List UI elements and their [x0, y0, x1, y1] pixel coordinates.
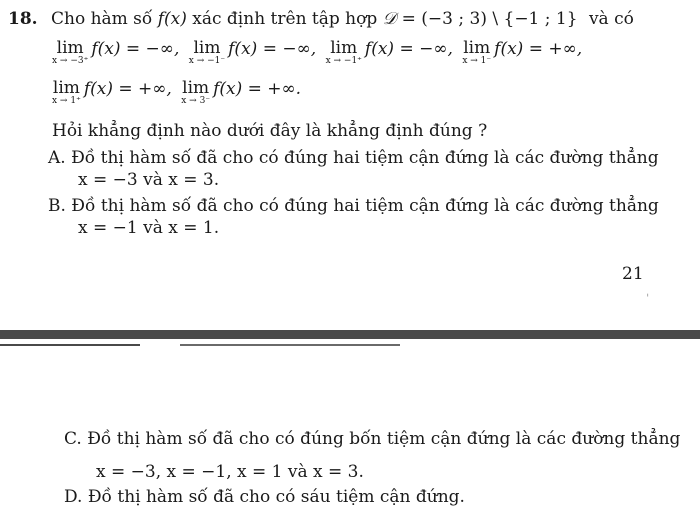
option-d: D. Đồ thị hàm số đã cho có sáu tiệm cận đứng. — [64, 487, 465, 507]
option-c-equation: x = −3, x = −1, x = 1 và x = 3. — [96, 462, 364, 482]
lim-label: lim — [463, 38, 491, 58]
option-b-equation: x = −1 và x = 1. — [78, 218, 220, 238]
limit-block — [326, 38, 362, 66]
lim-subscript: x → −1⁺ — [325, 56, 362, 66]
limit-expression: f(x) = −∞, — [364, 39, 453, 59]
option-a: A. Đồ thị hàm số đã cho có đúng hai tiệm cận đứng là các đường thẳng — [48, 148, 659, 168]
function-symbol: f(x) — [157, 9, 187, 29]
limit-block — [52, 38, 88, 66]
stem-end: và có — [588, 9, 634, 29]
limit-expression: f(x) = +∞, — [83, 79, 172, 99]
limit-block — [52, 78, 81, 106]
domain-symbol: 𝒟 — [382, 9, 397, 29]
limit-expression: f(x) = −∞, — [228, 39, 317, 59]
lim-label: lim — [330, 38, 358, 58]
lim-label: lim — [182, 78, 210, 98]
lim-label: lim — [52, 78, 80, 98]
page-break-line — [180, 344, 400, 346]
lim-subscript: x → 1⁺ — [52, 96, 81, 106]
limit-expression: f(x) = +∞. — [213, 79, 302, 99]
lim-subscript: x → −3⁺ — [52, 56, 89, 66]
limit-block — [462, 38, 491, 66]
domain-set: = (−3 ; 3) \ {−1 ; 1} — [401, 9, 578, 29]
speck: ˈ — [646, 292, 650, 306]
limits-row-2 — [52, 78, 301, 106]
option-c: C. Đồ thị hàm số đã cho có đúng bốn tiệm cận đứng là các đường thẳng — [64, 429, 681, 449]
option-a-equation: x = −3 và x = 3. — [78, 170, 220, 190]
limit-block — [189, 38, 225, 66]
lim-subscript: x → −1⁻ — [188, 56, 226, 66]
page-break-divider — [0, 330, 700, 339]
question-number: 18. — [8, 9, 38, 29]
limits-row-1 — [52, 38, 582, 66]
option-b: B. Đồ thị hàm số đã cho có đúng hai tiệm cận đứng là các đường thẳng — [48, 196, 659, 216]
stem-text: Cho hàm số — [50, 9, 153, 29]
question-prompt: Hỏi khẳng định nào dưới đây là khẳng định đúng ? — [52, 121, 488, 141]
limit-expression: f(x) = −∞, — [91, 39, 180, 59]
lim-label: lim — [56, 38, 84, 58]
page-break-line — [0, 344, 140, 346]
page-number: 21 — [622, 264, 644, 284]
limit-expression: f(x) = +∞, — [494, 39, 583, 59]
lim-subscript: x → 3⁻ — [181, 96, 211, 106]
stem-text-2: xác định trên tập hợp — [192, 9, 378, 29]
lim-label: lim — [193, 38, 221, 58]
lim-subscript: x → 1⁻ — [462, 56, 492, 66]
question-header — [8, 8, 634, 30]
limit-block — [181, 78, 210, 106]
